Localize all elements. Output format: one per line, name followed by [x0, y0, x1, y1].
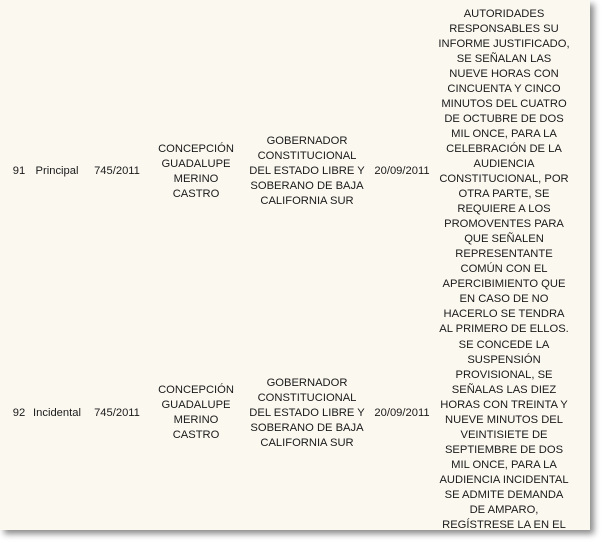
promovente-line: CONCEPCIÓN [158, 142, 234, 155]
sintesis-line: AUTORIDADES [463, 7, 545, 20]
autoridad-line: CALIFORNIA SUR [260, 436, 354, 449]
autoridad-line: SOBERANO DE BAJA [250, 421, 364, 434]
table-row [10, 338, 574, 488]
row-fecha: 20/09/2011 [374, 406, 430, 419]
sintesis-line: VEINTISIETE DE [460, 429, 548, 441]
row-promovente [148, 5, 244, 338]
row-number: 91 [12, 165, 26, 177]
acuerdos-table [10, 5, 574, 530]
sintesis-line: REGÍSTRESE LA EN EL [442, 519, 566, 530]
sintesis-line: MIL ONCE, PARA LA [451, 459, 557, 471]
sintesis-line: AUDIENCIA [473, 157, 535, 170]
sintesis-line: MINUTOS DEL CUATRO [441, 97, 567, 110]
sintesis-line: CELEBRACIÓN DE LA [446, 142, 562, 155]
autoridad-line: CALIFORNIA SUR [260, 195, 354, 207]
sintesis-line: CONSTITUCIONAL, POR [439, 172, 569, 185]
row-promovente [148, 338, 244, 488]
sintesis-line: REQUIERE A LOS [457, 202, 551, 215]
sintesis-line: PROVISIONAL, SE [455, 369, 553, 381]
sintesis-line: SE CONCEDE LA [458, 339, 550, 351]
autoridad-line: CONSTITUCIONAL [257, 150, 357, 162]
sintesis-line: SE SEÑALAN LAS [456, 52, 552, 65]
row-autoridad [244, 5, 370, 338]
sintesis-line: DE AMPARO, [469, 504, 539, 516]
autoridad-line: DEL ESTADO LIBRE Y [249, 406, 365, 419]
sintesis-line: SE ADMITE DEMANDA [444, 489, 564, 501]
promovente-line: CONCEPCIÓN [158, 384, 234, 396]
table-row [10, 5, 574, 338]
sintesis-line: DE OCTUBRE DE DOS [444, 112, 564, 125]
sintesis-line: NUEVE MINUTOS DEL [445, 414, 563, 426]
autoridad-line: CONSTITUCIONAL [257, 391, 357, 404]
row-autoridad [244, 338, 370, 488]
row-sintesis [434, 5, 574, 338]
promovente-line: GUADALUPE [161, 157, 231, 170]
sintesis-line: INFORME JUSTIFICADO, [438, 37, 570, 50]
row-number: 92 [12, 406, 26, 419]
autoridad-line: SOBERANO DE BAJA [250, 180, 364, 192]
sintesis-line: SEPTIEMBRE DE DOS [444, 444, 564, 456]
autoridad-line: GOBERNADOR [266, 135, 348, 147]
sintesis-line: PROMOVENTES PARA [444, 217, 564, 230]
sintesis-line: MIL ONCE, PARA LA [451, 127, 557, 140]
row-sintesis [434, 338, 574, 488]
sintesis-line: CINCUENTA Y CINCO [447, 82, 561, 95]
sintesis-line: NUEVE HORAS CON [449, 67, 559, 80]
sintesis-line: EN CASO DE NO [459, 292, 549, 305]
row-sintesis [434, 488, 574, 530]
autoridad-line: GOBERNADOR [266, 376, 348, 389]
row-type: Incidental [33, 406, 81, 419]
sintesis-line: SEÑALAS LAS DIEZ [451, 384, 557, 396]
promovente-line: GUADALUPE [161, 399, 231, 411]
sintesis-line: COMÚN CON EL [460, 262, 548, 275]
row-type: Principal [35, 165, 79, 177]
sintesis-line: REPRESENTANTE [455, 247, 553, 260]
autoridad-line: DEL ESTADO LIBRE Y [249, 165, 365, 177]
promovente-line: MERINO CASTRO [172, 414, 220, 441]
sintesis-line: OTRA PARTE, SE [458, 187, 550, 200]
row-fecha: 20/09/2011 [374, 165, 430, 177]
sintesis-line: RESPONSABLES SU [449, 22, 559, 35]
table-row [10, 488, 574, 530]
sintesis-line: HORAS CON TREINTA Y [440, 399, 568, 411]
row-expediente: 745/2011 [94, 165, 140, 177]
row-expediente: 745/2011 [94, 406, 140, 419]
sintesis-line: AUDIENCIA INCIDENTAL [439, 474, 569, 486]
sintesis-line: QUE SEÑALEN [464, 232, 544, 245]
sintesis-line: SUSPENSIÓN [467, 354, 541, 366]
sintesis-line: HACERLO SE TENDRA [443, 307, 565, 320]
sintesis-line: APERCIBIMIENTO QUE [442, 277, 566, 290]
sintesis-line: AL PRIMERO DE ELLOS. [439, 322, 569, 335]
promovente-line: MERINO CASTRO [172, 172, 220, 200]
